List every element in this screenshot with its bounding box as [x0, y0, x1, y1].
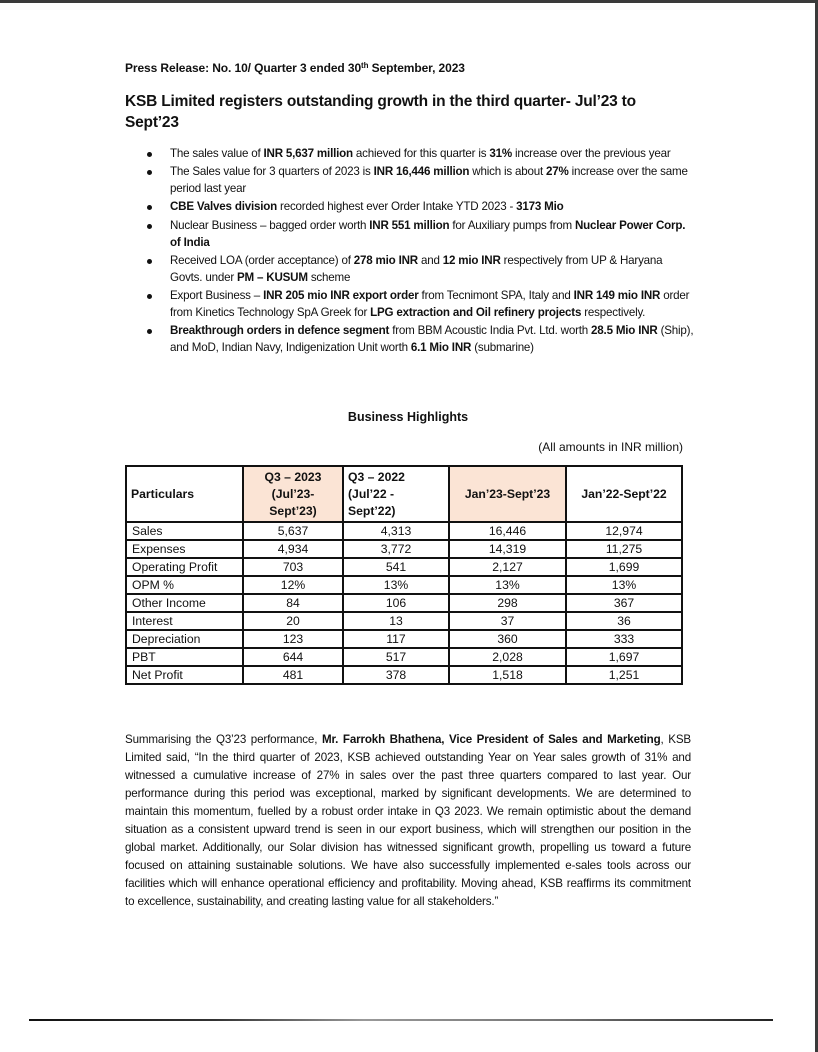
row-label: OPM %	[126, 576, 243, 594]
text: The sales value of	[170, 147, 264, 160]
table-row	[126, 522, 682, 540]
table-cell: 16,446	[449, 522, 566, 540]
table-cell: 123	[243, 630, 343, 648]
speaker-name: Mr. Farrokh Bhathena, Vice President of Sales and Marketing	[321, 733, 661, 746]
press-release-prefix: Press Release: No. 10/ Quarter 3 ended 30	[125, 61, 362, 75]
row-label: Expenses	[126, 540, 243, 558]
table-cell: 333	[566, 630, 682, 648]
table-cell: 1,518	[449, 666, 566, 684]
table-cell: 298	[449, 594, 566, 612]
bullet-icon	[147, 224, 152, 229]
bold-text: 28.5 Mio INR	[591, 324, 658, 338]
bullet-icon	[147, 152, 152, 157]
highlight-item	[145, 145, 695, 162]
table-cell: 36	[566, 612, 682, 630]
highlight-item	[145, 287, 695, 321]
table-cell: 12%	[243, 576, 343, 594]
bold-text: Nuclear Power Corp. of India	[170, 218, 686, 249]
row-label: PBT	[126, 648, 243, 666]
text: from BBM Acoustic India Pvt. Ltd. worth	[389, 324, 592, 338]
table-cell: 1,697	[566, 648, 682, 666]
press-release-superscript: th	[361, 61, 369, 70]
bold-text: INR 551 million	[369, 218, 450, 232]
column-header-jan23-sept23: Jan’23-Sept’23	[449, 466, 566, 522]
highlight-item	[145, 198, 695, 215]
table-cell: 4,934	[243, 540, 343, 558]
table-row	[126, 612, 682, 630]
business-highlights-table	[125, 465, 683, 685]
text: scheme	[307, 270, 351, 284]
table-cell: 13%	[449, 576, 566, 594]
table-row	[126, 540, 682, 558]
text: Received LOA (order acceptance) of	[170, 253, 354, 267]
text: respectively from UP & Haryana Govts. under	[170, 253, 663, 284]
highlight-item	[145, 322, 695, 356]
table-header-row	[126, 466, 682, 522]
table-cell: 517	[343, 648, 449, 666]
press-release-line	[125, 61, 465, 75]
bold-text: PM – KUSUM	[237, 270, 308, 284]
table-cell: 14,319	[449, 540, 566, 558]
table-cell: 367	[566, 594, 682, 612]
text: , KSB Limited said, “In the third quarter of 2023, KSB achieved outstanding Year on Year sales growth of 31% and witnessed a cumulative increase of 27% in sales over the past three quarters compared to last year. Our performance during this period was exceptional, marked by significant developments. We are determined to maintain this momentum, fuelled by a robust order intake in Q3 2023. We remain optimistic about the demand situation as a consistent upward trend is seen in our export business, which will strengthen our position in the global market. Additionally, our Solar division has witnessed significant growth, propelling us toward a future focused on attaining sustainable solutions. We have also successfully implemented e-sales tools across our facilities which will enhance operational efficiency and profitability. Moving ahead, KSB reaffirms its commitment to excellence, sustainability, and creating lasting value for all stakeholders.”	[125, 733, 691, 908]
bold-text: 12 mio INR	[442, 253, 501, 267]
text: and	[417, 253, 443, 267]
table-cell: 481	[243, 666, 343, 684]
bold-text: INR 5,637 million	[263, 147, 353, 160]
table-cell: 13%	[343, 576, 449, 594]
table-cell: 117	[343, 630, 449, 648]
text: Summarising the Q3’23 performance,	[125, 733, 322, 746]
text: which is about	[469, 165, 546, 179]
bullet-icon	[147, 294, 152, 299]
press-release-suffix: September, 2023	[368, 61, 465, 75]
business-highlights-title: Business Highlights	[347, 410, 469, 424]
table-cell: 360	[449, 630, 566, 648]
bullet-icon	[147, 259, 152, 264]
table-cell: 1,251	[566, 666, 682, 684]
text: increase over the same period last year	[170, 165, 688, 196]
bold-text: INR 205 mio INR export order	[263, 288, 419, 302]
table-row	[126, 594, 682, 612]
table-cell: 5,637	[243, 522, 343, 540]
column-header-q3-2022: Q3 – 2022 (Jul’22 - Sept’22)	[343, 466, 449, 522]
text: achieved for this quarter is	[352, 147, 490, 160]
table-cell: 20	[243, 612, 343, 630]
headline: KSB Limited registers outstanding growth in the third quarter- Jul’23 to Sept’23	[125, 93, 636, 131]
text: for Auxiliary pumps from	[449, 218, 575, 232]
bold-text: LPG extraction and Oil refinery projects	[370, 305, 582, 319]
footer-divider	[29, 1019, 773, 1021]
text: Nuclear Business – bagged order worth	[170, 218, 370, 232]
unit-note: (All amounts in INR million)	[538, 440, 683, 454]
table-row	[126, 558, 682, 576]
table-cell: 703	[243, 558, 343, 576]
table-cell: 37	[449, 612, 566, 630]
row-label: Net Profit	[126, 666, 243, 684]
table-row	[126, 648, 682, 666]
bullet-icon	[147, 205, 152, 210]
bullet-icon	[147, 329, 152, 334]
table-cell: 3,772	[343, 540, 449, 558]
table-row	[126, 666, 682, 684]
text: Export Business –	[170, 288, 264, 302]
bold-text: CBE Valves division	[170, 200, 278, 214]
row-label: Depreciation	[126, 630, 243, 648]
table-cell: 11,275	[566, 540, 682, 558]
bold-text: 6.1 Mio INR	[410, 341, 472, 355]
text: recorded highest ever Order Intake YTD 2023 -	[277, 200, 517, 214]
bold-text: INR 149 mio INR	[573, 288, 661, 302]
bold-text: Breakthrough orders in defence segment	[170, 324, 390, 338]
table-cell: 2,127	[449, 558, 566, 576]
table-cell: 378	[343, 666, 449, 684]
viewer-frame-top	[0, 0, 818, 3]
bold-text: 27%	[546, 165, 569, 179]
table-cell: 84	[243, 594, 343, 612]
summary-paragraph	[125, 731, 691, 911]
column-header-jan22-sept22: Jan’22-Sept’22	[566, 466, 682, 522]
table-cell: 2,028	[449, 648, 566, 666]
text: from Tecnimont SPA, Italy and	[418, 288, 574, 302]
bullet-icon	[147, 170, 152, 175]
highlight-item	[145, 163, 695, 197]
bold-text: 31%	[489, 147, 512, 160]
row-label: Sales	[126, 522, 243, 540]
bold-text: 3173 Mio	[516, 200, 564, 214]
row-label: Other Income	[126, 594, 243, 612]
row-label: Operating Profit	[126, 558, 243, 576]
column-header-q3-2023: Q3 – 2023 (Jul’23- Sept’23)	[243, 466, 343, 522]
table-cell: 644	[243, 648, 343, 666]
table-row	[126, 630, 682, 648]
table-cell: 4,313	[343, 522, 449, 540]
row-label: Interest	[126, 612, 243, 630]
table-cell: 13	[343, 612, 449, 630]
table-cell: 1,699	[566, 558, 682, 576]
table-cell: 12,974	[566, 522, 682, 540]
table-row	[126, 576, 682, 594]
table-cell: 13%	[566, 576, 682, 594]
column-header-particulars: Particulars	[126, 466, 243, 522]
bold-text: 278 mio INR	[353, 253, 418, 267]
text: (Ship), and MoD, Indian Navy, Indigenization Unit worth	[170, 324, 694, 355]
text: increase over the previous year	[511, 147, 671, 160]
table-cell: 541	[343, 558, 449, 576]
bold-text: INR 16,446 million	[373, 165, 470, 179]
text: respectively.	[581, 305, 646, 319]
table-cell: 106	[343, 594, 449, 612]
text: The Sales value for 3 quarters of 2023 is	[170, 165, 374, 179]
highlight-item	[145, 217, 695, 251]
highlight-item	[145, 252, 695, 286]
text: (submarine)	[471, 341, 534, 355]
text: order from Kinetics Technology SpA Greek for	[170, 288, 690, 319]
highlights-list	[145, 145, 695, 357]
